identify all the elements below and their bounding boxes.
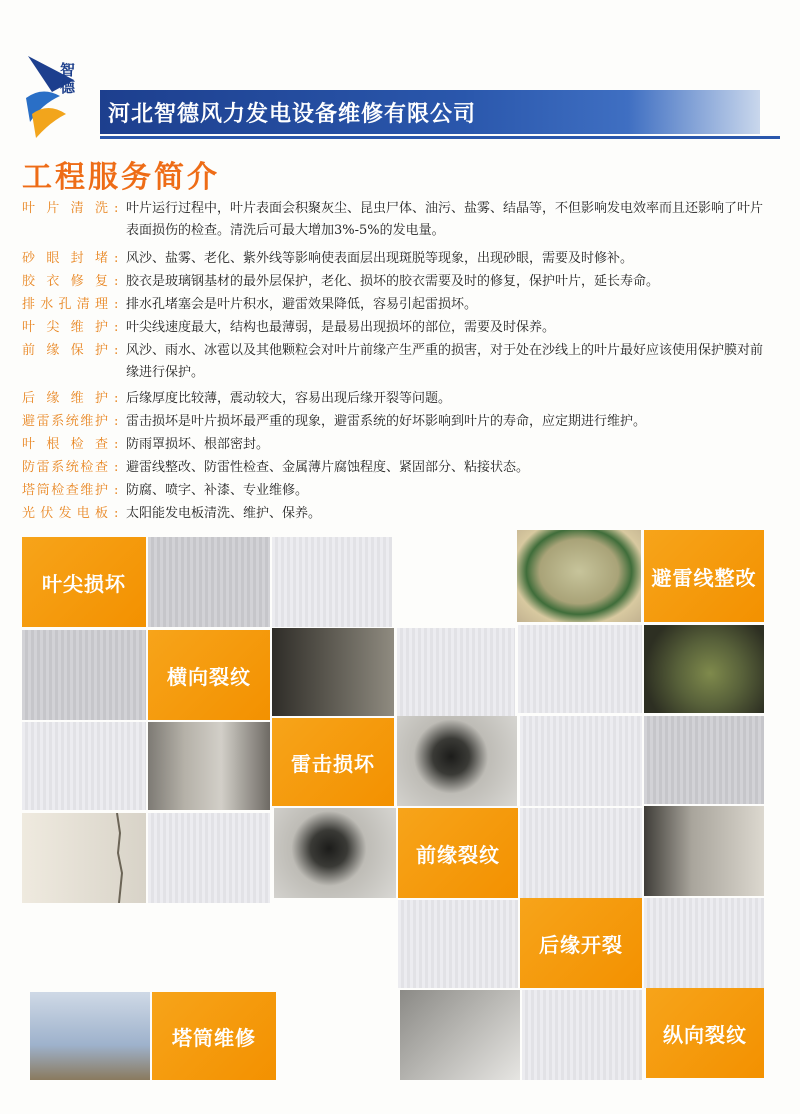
lightning-damage-photo: [274, 808, 396, 898]
service-text: 风沙、盐雾、老化、紫外线等影响使表面层出现斑脱等现象，出现砂眼，需要及时修补。: [126, 251, 634, 266]
service-label: 砂眼封堵: [22, 251, 108, 266]
worker-photo: [148, 722, 270, 810]
gray-tile: [644, 716, 764, 804]
gray-tile: [522, 990, 642, 1080]
service-label: 前缘保护: [22, 343, 108, 358]
gray-tile: [22, 722, 146, 810]
crack-line-icon: [22, 813, 146, 903]
tile-label: 纵向裂纹: [663, 1022, 747, 1047]
tile-label: 后缘开裂: [539, 932, 623, 957]
service-label: 塔筒检查维护: [22, 483, 108, 498]
transverse-crack-photo: [272, 628, 394, 716]
gray-tile: [520, 716, 642, 806]
tile-label: 横向裂纹: [167, 664, 251, 689]
service-label: 后缘维护: [22, 391, 108, 406]
service-text: 风沙、雨水、冰雹以及其他颗粒会对叶片前缘产生严重的损害，对于处在沙线上的叶片最好应该使用保护膜对前缘进行保护。: [126, 343, 764, 380]
logo-char-2: 德: [60, 78, 76, 96]
lightning-wire-photo-2: [644, 625, 764, 713]
service-text: 叶尖线速度最大，结构也最薄弱，是最易出现损坏的部位，需要及时保养。: [126, 320, 556, 335]
tile-transverse-crack: [148, 630, 270, 720]
section-title: 工程服务简介: [22, 160, 220, 195]
tile-lightning-damage: [272, 718, 394, 806]
gray-tile: [518, 625, 642, 713]
gray-tile: [397, 628, 515, 716]
tile-trailing-edge-split: [520, 898, 642, 988]
crack-photo: [22, 813, 146, 903]
tile-tower-maintenance: [152, 992, 276, 1080]
gray-tile: [148, 537, 270, 627]
lightning-burn-photo: [397, 716, 517, 806]
tile-longitudinal-crack: [646, 988, 764, 1078]
gray-tile: [148, 813, 270, 903]
tile-label: 避雷线整改: [651, 565, 757, 590]
service-label: 叶尖维护: [22, 320, 108, 335]
service-text: 防雨罩损坏、根部密封。: [126, 437, 270, 452]
banner-underline: [100, 136, 780, 139]
service-label: 避雷系统维护: [22, 414, 108, 429]
gray-tile: [272, 537, 392, 627]
tile-label: 雷击损坏: [291, 751, 375, 776]
service-label: 胶衣修复: [22, 274, 108, 289]
tile-lightning-wire: [644, 530, 764, 622]
lightning-wire-photo: [517, 530, 641, 622]
logo-char-1: 智: [60, 61, 76, 79]
tile-leading-edge-crack: [398, 808, 518, 898]
service-label: 光伏发电板: [22, 506, 108, 521]
tile-label: 叶尖损坏: [42, 571, 126, 596]
service-text: 雷击损坏是叶片损坏最严重的现象，避雷系统的好坏影响到叶片的寿命，应定期进行维护。: [126, 414, 647, 429]
service-text: 排水孔堵塞会是叶片积水，避雷效果降低，容易引起雷损坏。: [126, 297, 478, 312]
service-label: 防雷系统检查: [22, 460, 108, 475]
service-text: 胶衣是玻璃钢基材的最外层保护，老化、损坏的胶衣需要及时的修复，保护叶片，延长寿命。: [126, 274, 660, 289]
service-label: 叶片清洗: [22, 201, 108, 216]
gray-tile: [398, 900, 518, 988]
service-text: 后缘厚度比较薄，震动较大，容易出现后缘开裂等问题。: [126, 391, 452, 406]
tile-label: 前缘裂纹: [416, 842, 500, 867]
company-name: 河北智德风力发电设备维修有限公司: [108, 101, 477, 127]
logo-characters: [60, 62, 78, 96]
tile-tip-damage: [22, 537, 146, 627]
tower-photo: [30, 992, 150, 1080]
service-text: 太阳能发电板清洗、维护、保养。: [126, 506, 322, 521]
service-text: 叶片运行过程中，叶片表面会积聚灰尘、昆虫尸体、油污、盐雾、结晶等，不但影响发电效率而且还影响了叶片表面损伤的检查。清洗后可最大增加3%-5%的发电量。: [126, 201, 764, 238]
trailing-edge-photo: [400, 990, 520, 1080]
service-label: 叶根检查: [22, 437, 108, 452]
service-text: 避雷线整改、防雷性检查、金属薄片腐蚀程度、紧固部分、粘接状态。: [126, 460, 530, 475]
leading-edge-photo: [644, 806, 764, 896]
gray-tile: [644, 898, 764, 988]
gray-tile: [22, 630, 146, 720]
tile-label: 塔筒维修: [172, 1025, 256, 1050]
company-logo: [22, 52, 92, 142]
service-label: 排水孔清理: [22, 297, 108, 312]
service-text: 防腐、喷字、补漆、专业维修。: [126, 483, 309, 498]
gray-tile: [520, 808, 642, 898]
